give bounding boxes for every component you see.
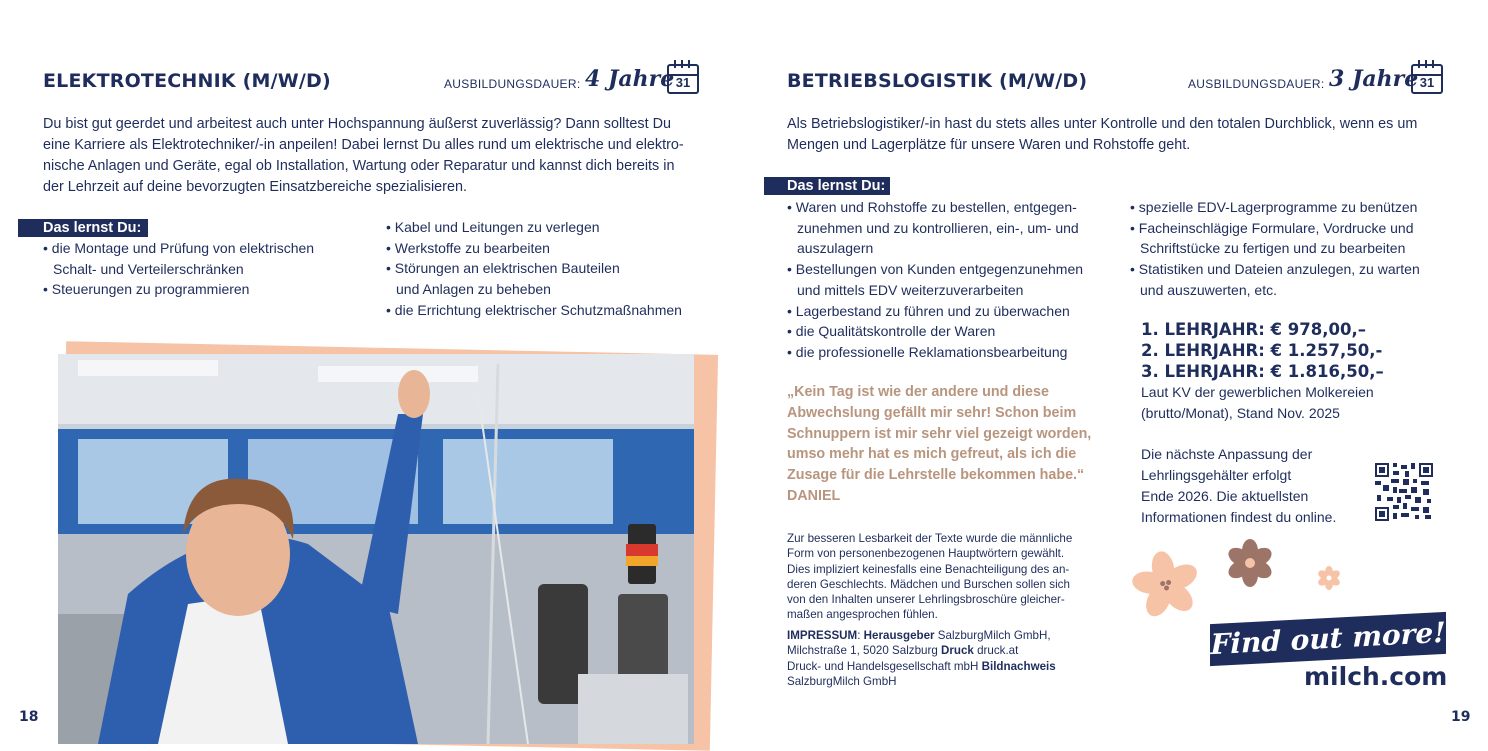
calendar-icon <box>667 64 699 94</box>
list-item: • Lagerbestand zu führen und zu überwachen <box>787 301 1092 322</box>
print-company: Druck- und Handelsgesellschaft mbH <box>787 659 982 673</box>
salary-note <box>1141 382 1441 424</box>
right-intro <box>787 114 1467 156</box>
disclaimer-line: Dies impliziert keinesfalls eine Benachteiligung des an- <box>787 562 1070 576</box>
quote-line: Schnuppern ist mir sehr viel gezeigt worden, <box>787 425 1092 442</box>
image-credit-label: Bildnachweis <box>981 659 1056 673</box>
publisher-label: Herausgeber <box>863 629 935 642</box>
right-intro-line: Mengen und Lagerplätze für unsere Waren und Rohstoffe geht. <box>787 137 1191 153</box>
print-label: Druck <box>941 644 974 658</box>
list-item: • Statistiken und Dateien anzulegen, zu warten und auszuwerten, etc. <box>1130 259 1430 300</box>
calendar-day: 31 <box>1419 75 1435 90</box>
impressum <box>787 628 1107 689</box>
quote-author: DANIEL <box>787 487 841 504</box>
publisher-value: SalzburgMilch GmbH, <box>934 629 1051 642</box>
left-duration-label: AUSBILDUNGSDAUER: <box>444 77 581 91</box>
left-intro-line: eine Karriere als Elektrotechniker/-in anpeilen! Dabei lernst Du alles rund um elektrische und elektro- <box>43 137 684 153</box>
disclaimer-line: Form von personenbezogenen Hauptwörtern gewählt. <box>787 547 1065 561</box>
image-credit-value: SalzburgMilch GmbH <box>787 674 897 688</box>
quote-line: Abwechslung gefällt mir sehr! Schon beim <box>787 404 1077 421</box>
left-intro-line: der Lehrzeit auf deine bevorzugten Einsatzbereiche spezialisieren. <box>43 179 467 195</box>
calendar-icon <box>1411 64 1443 94</box>
list-item: • spezielle EDV-Lagerprogramme zu benützen <box>1130 197 1430 218</box>
left-intro-line: nische Anlagen und Geräte, egal ob Installation, Wartung oder Reparatur und kannst dich bereits in <box>43 158 675 174</box>
flower-decoration <box>1130 535 1380 620</box>
list-item: • Kabel und Leitungen zu verlegen <box>386 217 716 238</box>
disclaimer-line: Zur besseren Lesbarkeit der Texte wurde die männliche <box>787 532 1073 545</box>
adjustment-line: Ende 2026. Die aktuellsten <box>1141 488 1309 504</box>
qr-code-icon <box>1375 463 1433 521</box>
list-item: • Facheinschlägige Formulare, Vordrucke und Schriftstücke zu fertigen und zu bearbeiten <box>1130 218 1430 259</box>
right-section-tag: Das lernst Du: <box>764 177 890 195</box>
list-item: • die Errichtung elektrischer Schutzmaßnahmen <box>386 300 716 321</box>
photo-illustration <box>58 354 694 744</box>
salary-list <box>1141 319 1441 382</box>
adjustment-line: Informationen findest du online. <box>1141 509 1337 525</box>
adjustment-line: Lehrlingsgehälter erfolgt <box>1141 467 1292 483</box>
quote-line: umso mehr hat es mich gefreut, als ich die <box>787 446 1077 463</box>
list-item: • Waren und Rohstoffe zu bestellen, entgegen- zunehmen und zu kontrollieren, ein-, um- und auszulagern <box>787 197 1087 259</box>
salary-note-line: (brutto/Monat), Stand Nov. 2025 <box>1141 405 1340 421</box>
flower-icon <box>1225 539 1275 587</box>
left-title: ELEKTROTECHNIK (M/W/D) <box>43 70 331 92</box>
left-list-col1 <box>43 238 343 300</box>
print-value: druck.at <box>973 644 1019 658</box>
list-item: • die professionelle Reklamationsbearbeitung <box>787 342 1092 363</box>
list-item: • Steuerungen zu programmieren <box>43 279 343 300</box>
right-list-col2 <box>1130 197 1430 301</box>
quote-line: Zusage für die Lehrstelle bekommen habe.“ <box>787 467 1085 484</box>
flower-icon <box>1317 566 1342 590</box>
salary-note-line: Laut KV der gewerblichen Molkereien <box>1141 384 1374 400</box>
list-item: • die Montage und Prüfung von elektrischen Schalt- und Verteilerschränken <box>43 238 343 279</box>
left-section-tag: Das lernst Du: <box>18 219 148 237</box>
left-list-col2 <box>386 217 716 321</box>
flower-icon <box>1130 545 1207 620</box>
right-title: BETRIEBSLOGISTIK (M/W/D) <box>787 70 1088 92</box>
list-item: • Werkstoffe zu bearbeiten <box>386 238 716 259</box>
right-duration-label: AUSBILDUNGSDAUER: <box>1188 77 1325 91</box>
disclaimer-line: maßen angesprochen fühlen. <box>787 608 938 622</box>
right-duration-value: 3 Jahre <box>1329 66 1419 92</box>
calendar-day: 31 <box>675 75 691 90</box>
list-item: • Bestellungen von Kunden entgegenzunehmen und mittels EDV weiterzuverarbeiten <box>787 259 1092 300</box>
salary-year-2: 2. LEHRJAHR: € 1.257,50,- <box>1141 341 1383 360</box>
list-item: • Störungen an elektrischen Bauteilen und Anlagen zu beheben <box>386 258 636 299</box>
find-out-more-banner[interactable]: Find out more! <box>1210 612 1446 666</box>
workshop-photo <box>58 354 694 744</box>
disclaimer <box>787 531 1107 623</box>
address: Milchstraße 1, 5020 Salzburg <box>787 644 942 658</box>
left-intro-line: Du bist gut geerdet und arbeitest auch unter Hochspannung äußerst zuverlässig? Dann solltest Du <box>43 116 671 132</box>
website-link[interactable]: milch.com <box>1304 662 1448 691</box>
list-item: • die Qualitätskontrolle der Waren <box>787 321 1092 342</box>
right-intro-line: Als Betriebslogistiker/-in hast du stets alles unter Kontrolle und den totalen Durchblick, wenn es um <box>787 116 1418 132</box>
impressum-label: IMPRESSUM <box>787 629 858 642</box>
left-page-number: 18 <box>19 709 39 725</box>
left-duration-value: 4 Jahre <box>585 66 675 92</box>
quote-line: „Kein Tag ist wie der andere und diese <box>787 384 1049 400</box>
right-page-number: 19 <box>1451 709 1471 725</box>
salary-year-1: 1. LEHRJAHR: € 978,00,– <box>1141 320 1366 339</box>
disclaimer-line: von den Inhalten unserer Lehrlingsbroschüre gleicher- <box>787 593 1065 607</box>
testimonial-quote <box>787 382 1117 507</box>
adjustment-note <box>1141 444 1371 528</box>
disclaimer-line: deren Geschlechts. Mädchen und Burschen sollen sich <box>787 577 1070 591</box>
salary-year-3: 3. LEHRJAHR: € 1.816,50,– <box>1141 362 1384 381</box>
impressum-sep: : <box>857 629 864 642</box>
qr-code[interactable] <box>1375 463 1433 521</box>
left-intro <box>43 114 713 198</box>
adjustment-line: Die nächste Anpassung der <box>1141 446 1313 462</box>
right-list-col1 <box>787 197 1092 363</box>
